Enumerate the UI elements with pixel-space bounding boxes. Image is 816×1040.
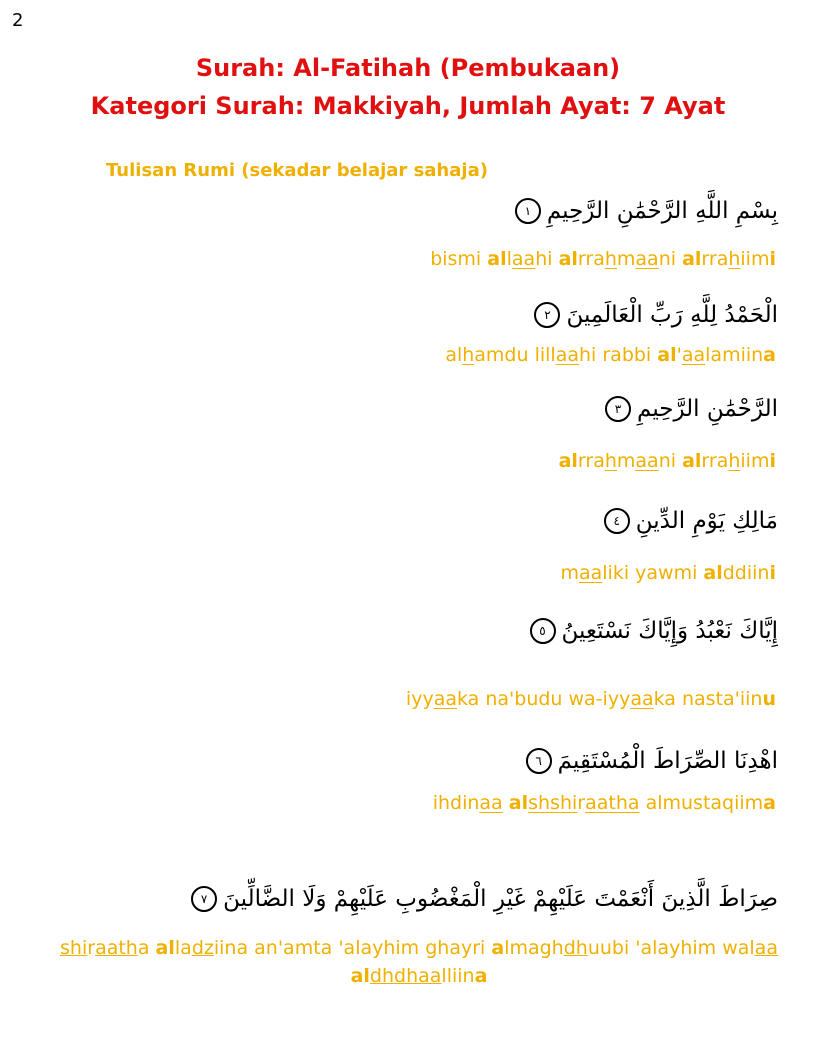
ayah-6-arabic [526, 748, 778, 774]
rumi-segment: i [769, 248, 776, 270]
rumi-segment: r [87, 937, 96, 959]
rumi-segment: al [682, 248, 702, 270]
rumi-segment: lmagh [504, 937, 564, 959]
rumi-segment: al [558, 248, 578, 270]
ayah-6-number: ٦ [526, 748, 552, 774]
rumi-segment: rra [701, 248, 729, 270]
ayah-1-arabic [515, 198, 778, 224]
rumi-segment: aa [578, 562, 603, 584]
rumi-segment: al [155, 937, 175, 959]
rumi-segment: iim [740, 450, 770, 472]
rumi-segment: a [474, 965, 488, 987]
rumi-segment: rra [577, 450, 605, 472]
rumi-segment: a [491, 937, 505, 959]
ayah-6-rumi [433, 792, 776, 814]
rumi-segment: i [769, 450, 776, 472]
rumi-segment: ' [676, 344, 682, 366]
rumi-segment: lamiin [705, 344, 764, 366]
rumi-segment: h [604, 248, 617, 270]
rumi-segment: aa [418, 965, 442, 987]
rumi-segment: aa [681, 344, 706, 366]
ayah-2-arabic-text: الْحَمْدُ لِلَّهِ رَبِّ الْعَالَمِينَ [566, 302, 778, 328]
rumi-segment: dh [369, 965, 395, 987]
ayah-7-rumi [54, 934, 784, 990]
rumi-segment: ka nasta'iin [653, 688, 763, 710]
rumi-segment: ni [658, 248, 683, 270]
rumi-segment: h [604, 450, 617, 472]
surah-title: Surah: Al-Fatihah (Pembukaan) [195, 54, 621, 82]
rumi-segment: aa [433, 688, 457, 710]
rumi-segment: h [728, 450, 741, 472]
ayah-1-number: ١ [515, 198, 541, 224]
rumi-segment: al [657, 344, 677, 366]
ayah-5-rumi [406, 688, 776, 710]
rumi-segment: al [487, 248, 507, 270]
rumi-segment: shi [60, 937, 88, 959]
rumi-segment: rra [701, 450, 729, 472]
rumi-segment: aa [95, 937, 119, 959]
ayah-7-arabic [191, 886, 778, 912]
rumi-segment: a [763, 792, 776, 814]
rumi-segment: r [577, 792, 586, 814]
rumi-segment: al [445, 344, 463, 366]
rumi-segment: dh [563, 937, 588, 959]
rumi-segment: al [703, 562, 723, 584]
rumi-segment: aa [585, 792, 609, 814]
rumi-segment: ddiin [722, 562, 770, 584]
rumi-segment: ka na'budu wa-iyy [457, 688, 631, 710]
rumi-segment: m [616, 248, 636, 270]
ayah-1-rumi [430, 248, 776, 270]
page-number: 2 [12, 10, 24, 31]
ayah-4-rumi [560, 562, 776, 584]
ayah-5-arabic [530, 618, 778, 644]
rumi-segment: iyy [405, 688, 434, 710]
rumi-segment: amdu lill [474, 344, 556, 366]
ayah-3-arabic-text: الرَّحْمَٰنِ الرَّحِيمِ [637, 396, 778, 422]
rumi-segment: h [728, 248, 741, 270]
ayah-5-arabic-text: إِيَّاكَ نَعْبُدُ وَإِيَّاكَ نَسْتَعِينُ [561, 618, 778, 644]
rumi-segment: hi [535, 248, 559, 270]
rumi-segment: aa [635, 450, 659, 472]
ayah-3-number: ٣ [605, 396, 631, 422]
rumi-segment: iina an'amta 'alayhim ghayri [213, 937, 492, 959]
rumi-segment: h [462, 344, 475, 366]
rumi-segment: l [506, 248, 512, 270]
rumi-segment: bismi [430, 248, 488, 270]
rumi-segment: aa [630, 688, 654, 710]
ayah-1-arabic-text: بِسْمِ اللَّهِ الرَّحْمَٰنِ الرَّحِيمِ [546, 198, 778, 224]
rumi-segment: al [682, 450, 702, 472]
ayah-3-rumi [559, 450, 776, 472]
ayah-7-arabic-text: صِرَاطَ الَّذِينَ أَنْعَمْتَ عَلَيْهِمْ غَيْرِ الْمَغْضُوبِ عَلَيْهِمْ وَلَا الضَّالِّينَ [223, 886, 778, 912]
ayah-3-arabic [605, 396, 778, 422]
rumi-segment: m [616, 450, 636, 472]
rumi-segment: liki yawmi [602, 562, 704, 584]
rumi-segment: ihdin [432, 792, 480, 814]
rumi-subheading: Tulisan Rumi (sekadar belajar sahaja) [106, 160, 488, 181]
ayah-4-number: ٤ [604, 508, 630, 534]
rumi-segment: lliin [441, 965, 475, 987]
rumi-segment: th [118, 937, 138, 959]
rumi-segment: dz [191, 937, 214, 959]
rumi-segment: rra [577, 248, 605, 270]
rumi-segment: shshi [528, 792, 578, 814]
ayah-7-number: ٧ [191, 886, 217, 912]
rumi-segment: ni [658, 450, 683, 472]
ayah-2-rumi [445, 344, 776, 366]
rumi-segment: u [762, 688, 776, 710]
rumi-segment: aa [754, 937, 778, 959]
rumi-segment: al [558, 450, 578, 472]
ayah-6-arabic-text: اهْدِنَا الصِّرَاطَ الْمُسْتَقِيمَ [557, 748, 778, 774]
ayah-2-arabic [534, 302, 778, 328]
rumi-segment: hi rabbi [579, 344, 658, 366]
rumi-segment: a [763, 344, 776, 366]
rumi-segment: al [350, 965, 370, 987]
ayah-2-number: ٢ [534, 302, 560, 328]
rumi-segment: aa [479, 792, 503, 814]
rumi-segment: uubi 'alayhim wal [587, 937, 755, 959]
rumi-segment: aa [635, 248, 659, 270]
ayah-4-arabic-text: مَالِكِ يَوْمِ الدِّينِ [635, 508, 778, 534]
rumi-segment: almustaqiim [639, 792, 764, 814]
rumi-segment: aa [511, 248, 536, 270]
rumi-segment: dh [394, 965, 419, 987]
ayah-4-arabic [604, 508, 778, 534]
rumi-segment: la [174, 937, 192, 959]
rumi-segment: aa [555, 344, 579, 366]
rumi-segment: i [769, 562, 776, 584]
rumi-segment: al [508, 792, 529, 814]
rumi-segment: iim [740, 248, 770, 270]
rumi-segment: m [560, 562, 579, 584]
surah-category: Kategori Surah: Makkiyah, Jumlah Ayat: 7 Ayat [90, 92, 726, 120]
ayah-5-number: ٥ [530, 618, 556, 644]
rumi-segment: tha [608, 792, 640, 814]
rumi-segment: a [137, 937, 156, 959]
